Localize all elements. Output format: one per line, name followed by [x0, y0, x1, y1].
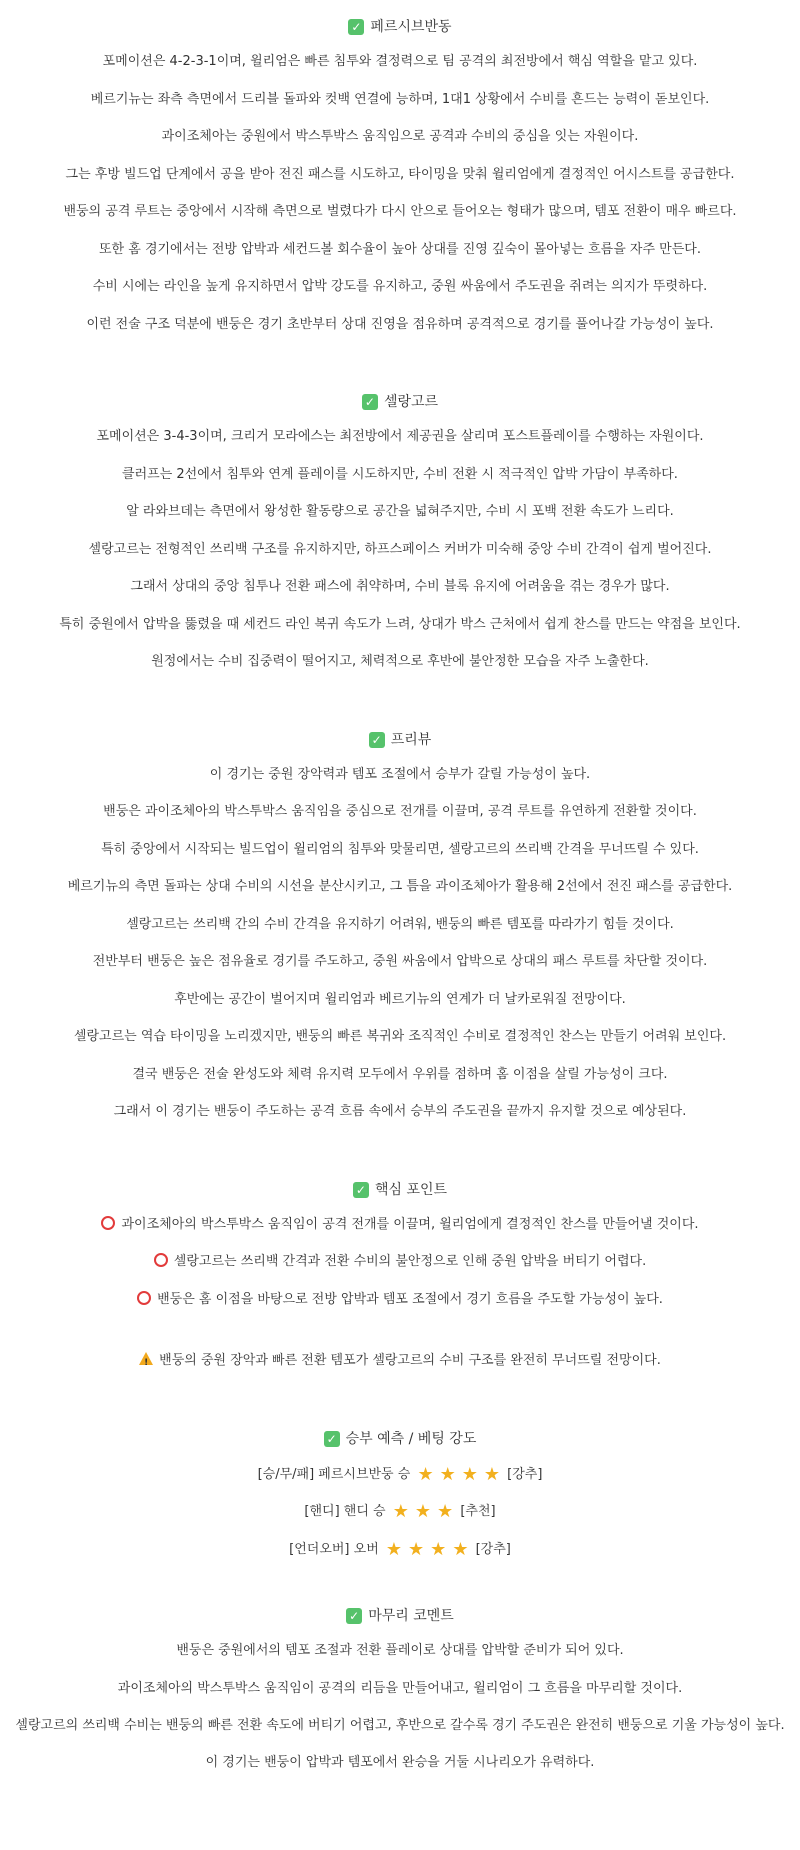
paragraph-line: 셀랑고르의 쓰리백 수비는 밴둥의 빠른 전환 속도에 버티기 어렵고, 후반으로 갈수록 경기 주도권은 완전히 밴둥으로 기울 가능성이 높다.: [15, 1718, 785, 1733]
warning-text: 밴둥의 중원 장악과 빠른 전환 템포가 셀랑고르의 수비 구조를 완전히 무너뜨릴 전망이다.: [159, 1353, 661, 1368]
warning-line: [5, 1351, 795, 1371]
key-point-item: [5, 1215, 795, 1235]
key-point-item: [5, 1290, 795, 1310]
paragraph-line: 밴둥은 과이조체아의 박스투박스 움직임을 중심으로 전개를 이끌며, 공격 루트를 유연하게 전환할 것이다.: [103, 804, 697, 819]
paragraph-line: 베르기뉴는 좌측 측면에서 드리블 돌파와 컷백 연결에 능하며, 1대1 상황에서 수비를 흔드는 능력이 돋보인다.: [90, 91, 710, 107]
paragraph-line: 이 경기는 중원 장악력과 템포 조절에서 승부가 갈릴 가능성이 높다.: [209, 766, 591, 782]
section-heading: [0, 1604, 800, 1628]
paragraph-line: 알 라와브데는 측면에서 왕성한 활동량으로 공간을 넓혀주지만, 수비 시 포백 전환 속도가 느리다.: [126, 504, 674, 519]
star-icon: ★: [414, 1501, 432, 1522]
bet-strength: [추천]: [460, 1504, 496, 1519]
paragraph-line: 과이조체아의 박스투박스 움직임이 공격의 리듬을 만들어내고, 윌리엄이 그 흐름을 마무리할 것이다.: [117, 1680, 683, 1696]
paragraph-line: 또한 홈 경기에서는 전방 압박과 세컨드볼 회수율이 높아 상대를 진영 깊숙이 몰아넣는 흐름을 자주 만든다.: [99, 241, 701, 257]
star-icon: ★: [437, 1501, 454, 1522]
bet-strength: [강추]: [475, 1541, 511, 1557]
closing-section: [0, 1604, 800, 1773]
paragraph-line: 결국 밴둥은 전술 완성도와 체력 유지력 모두에서 우위를 점하며 홈 이점을 살릴 가능성이 크다.: [132, 1066, 668, 1082]
check-icon: ✓: [362, 394, 378, 410]
paragraph-line: 이런 전술 구조 덕분에 밴둥은 경기 초반부터 상대 진영을 점유하며 공격적으로 경기를 풀어나갈 가능성이 높다.: [86, 316, 714, 332]
star-rating: [414, 1463, 503, 1485]
paragraph-line: 후반에는 공간이 벌어지며 윌리엄과 베르기뉴의 연계가 더 날카로워질 전망이다.: [174, 991, 626, 1007]
section-heading: [0, 1178, 800, 1202]
star-icon: ★: [392, 1501, 409, 1522]
star-icon: ★: [430, 1538, 447, 1560]
star-icon: ★: [385, 1538, 403, 1560]
section-title: 승부 예측 / 베팅 강도: [345, 1430, 477, 1447]
star-icon: ★: [483, 1463, 501, 1485]
bet-strength: [강추]: [507, 1466, 543, 1482]
bet-row: [0, 1539, 800, 1561]
paragraph-line: 그는 후방 빌드업 단계에서 공을 받아 전진 패스를 시도하고, 타이밍을 맞춰 윌리엄에게 결정적인 어시스트를 공급한다.: [65, 166, 735, 182]
bet-row: [0, 1464, 800, 1486]
red-circle-icon: [137, 1291, 151, 1305]
paragraph-line: 특히 중앙에서 시작되는 빌드업이 윌리엄의 침투와 맞물리면, 셀랑고르의 쓰리백 간격을 무너뜨릴 수 있다.: [101, 841, 699, 857]
check-icon: ✓: [348, 19, 364, 35]
paragraph-line: 원정에서는 수비 집중력이 떨어지고, 체력적으로 후반에 불안정한 모습을 자주 노출한다.: [151, 654, 649, 669]
check-icon: ✓: [346, 1608, 362, 1624]
paragraph-line: 포메이션은 4-2-3-1이며, 윌리엄은 빠른 침투와 결정력으로 팀 공격의 최전방에서 핵심 역할을 맡고 있다.: [102, 54, 698, 69]
section-heading: [0, 728, 800, 752]
team-section-selangor: [0, 390, 800, 672]
team-section-bandung: [0, 15, 800, 335]
section-heading: [0, 1427, 800, 1451]
paragraph-line: 이 경기는 밴둥이 압박과 템포에서 완승을 거둘 시나리오가 유력하다.: [205, 1755, 595, 1770]
check-icon: ✓: [324, 1431, 340, 1447]
check-icon: ✓: [353, 1182, 369, 1198]
section-title: 프리뷰: [390, 731, 432, 748]
paragraph-line: 클러프는 2선에서 침투와 연계 플레이를 시도하지만, 수비 전환 시 적극적인 압박 가담이 부족하다.: [122, 466, 678, 482]
paragraph-line: 특히 중원에서 압박을 뚫렸을 때 세컨드 라인 복귀 속도가 느려, 상대가 박스 근처에서 쉽게 찬스를 만드는 약점을 보인다.: [59, 616, 741, 632]
red-circle-icon: [154, 1253, 168, 1267]
check-icon: ✓: [369, 732, 385, 748]
paragraph-line: 셀랑고르는 전형적인 쓰리백 구조를 유지하지만, 하프스페이스 커버가 미숙해 중앙 수비 간격이 쉽게 벌어진다.: [88, 541, 712, 557]
red-circle-icon: [101, 1216, 115, 1230]
key-point-text: 밴둥은 홈 이점을 바탕으로 전방 압박과 템포 조절에서 경기 흐름을 주도할 가능성이 높다.: [157, 1291, 663, 1307]
section-title: 셀랑고르: [383, 394, 439, 410]
section-title: 핵심 포인트: [374, 1181, 448, 1198]
key-point-text: 셀랑고르는 쓰리백 간격과 전환 수비의 불안정으로 인해 중원 압박을 버티기 어렵다.: [173, 1254, 647, 1269]
bet-market: [언더오버] 오버: [289, 1541, 379, 1557]
star-rating: [390, 1501, 456, 1522]
paragraph-line: 셀랑고르는 역습 타이밍을 노리겠지만, 밴둥의 빠른 복귀와 조직적인 수비로 결정적인 찬스는 만들기 어려워 보인다.: [73, 1029, 727, 1044]
paragraph-line: 밴둥의 공격 루트는 중앙에서 시작해 측면으로 벌렸다가 다시 안으로 들어오는 형태가 많으며, 템포 전환이 매우 빠르다.: [63, 204, 737, 219]
key-points-section: [0, 1178, 800, 1372]
paragraph-line: 전반부터 밴둥은 높은 점유율로 경기를 주도하고, 중원 싸움에서 압박으로 상대의 패스 루트를 차단할 것이다.: [92, 954, 708, 969]
section-title: 페르시브반동: [370, 19, 452, 35]
paragraph-line: 그래서 이 경기는 밴둥이 주도하는 공격 흐름 속에서 승부의 주도권을 끝까지 유지할 것으로 예상된다.: [113, 1104, 687, 1119]
star-icon: ★: [439, 1463, 456, 1485]
bet-row: [0, 1501, 800, 1523]
paragraph-line: 밴둥은 중원에서의 템포 조절과 전환 플레이로 상대를 압박할 준비가 되어 있다.: [176, 1643, 624, 1658]
section-title: 마무리 코멘트: [368, 1608, 454, 1624]
key-point-text: 과이조체아의 박스투박스 움직임이 공격 전개를 이끌며, 윌리엄에게 결정적인 찬스를 만들어낼 것이다.: [121, 1216, 699, 1232]
paragraph-line: 셀랑고르는 쓰리백 간의 수비 간격을 유지하기 어려워, 밴둥의 빠른 템포를 따라가기 힘들 것이다.: [126, 916, 674, 932]
preview-section: [0, 728, 800, 1123]
paragraph-line: 포메이션은 3-4-3이며, 크리거 모라에스는 최전방에서 제공권을 살리며 포스트플레이를 수행하는 자원이다.: [96, 429, 704, 444]
warning-icon: [139, 1352, 153, 1365]
section-heading: [0, 15, 800, 39]
star-icon: ★: [461, 1463, 478, 1485]
paragraph-line: 과이조체아는 중원에서 박스투박스 움직임으로 공격과 수비의 중심을 잇는 자원이다.: [161, 129, 639, 144]
star-rating: [383, 1538, 472, 1560]
paragraph-line: 베르기뉴의 측면 돌파는 상대 수비의 시선을 분산시키고, 그 틈을 과이조체아가 활용해 2선에서 전진 패스를 공급한다.: [67, 879, 733, 894]
bet-market: [승/무/패] 페르시브반둥 승: [257, 1466, 411, 1482]
bet-market: [핸디] 핸디 승: [304, 1504, 386, 1519]
key-point-item: [5, 1252, 795, 1272]
section-heading: [0, 390, 800, 414]
star-icon: ★: [408, 1538, 425, 1560]
paragraph-line: 그래서 상대의 중앙 침투나 전환 패스에 취약하며, 수비 블록 유지에 어려움을 겪는 경우가 많다.: [130, 579, 670, 594]
prediction-section: [0, 1427, 800, 1561]
star-icon: ★: [417, 1463, 434, 1485]
star-icon: ★: [452, 1538, 469, 1560]
paragraph-line: 수비 시에는 라인을 높게 유지하면서 압박 강도를 유지하고, 중원 싸움에서 주도권을 쥐려는 의지가 뚜렷하다.: [92, 279, 708, 294]
